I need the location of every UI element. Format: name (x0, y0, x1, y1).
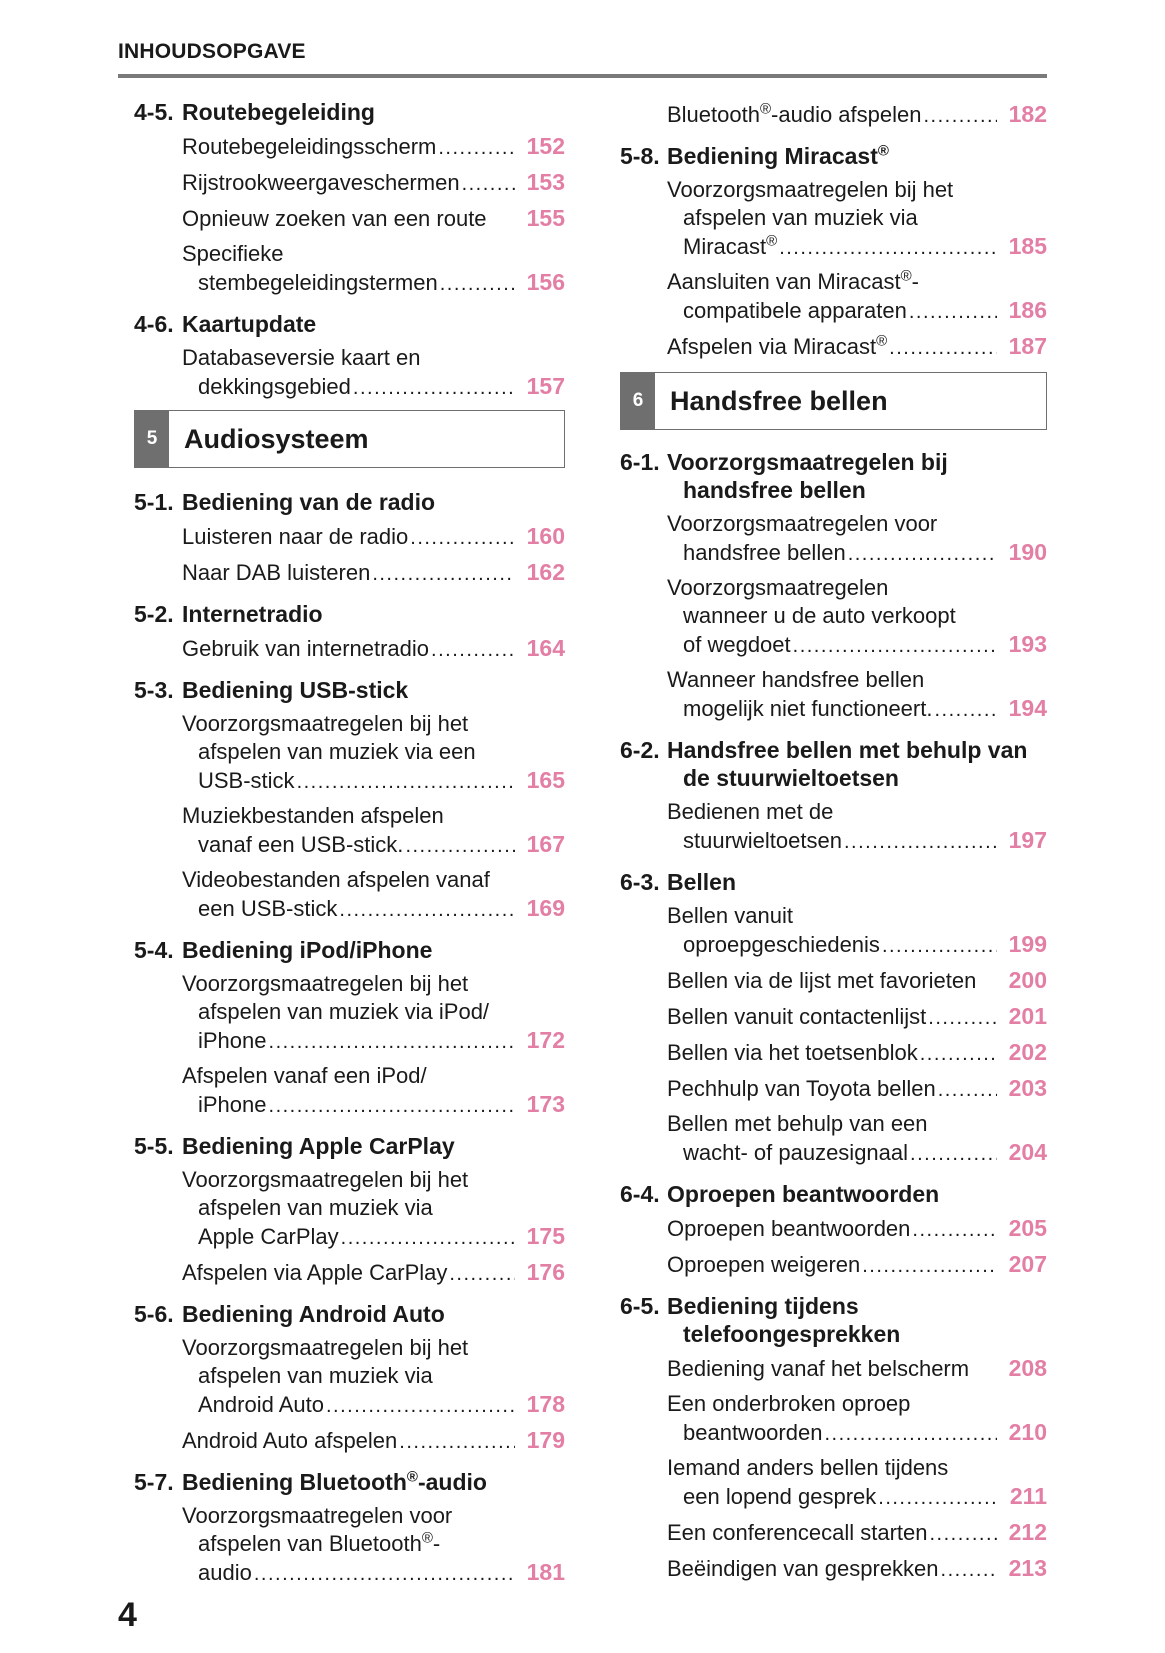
section-title (667, 142, 1047, 170)
section-title: Bediening Android Auto (182, 1301, 445, 1327)
section-number: 4-6. (134, 311, 174, 337)
toc-entry[interactable] (620, 1454, 1047, 1512)
toc-section-heading[interactable] (620, 736, 1047, 792)
section-title-part: telefoongesprekken (683, 1321, 901, 1347)
page-link[interactable]: 162 (526, 559, 565, 585)
entry-text-part: Bluetooth (667, 102, 760, 127)
leader-dots (793, 632, 997, 660)
toc-section-heading[interactable] (620, 1292, 1047, 1348)
entry-text: Gebruik van internetradio (182, 636, 430, 661)
section-number: 6-1. (620, 449, 660, 475)
entry-text: Afspelen vanaf een iPod/ (182, 1063, 427, 1088)
toc-entry[interactable] (620, 100, 1047, 130)
section-number: 6-3. (620, 869, 660, 895)
entry-text: een lopend gesprek (683, 1484, 877, 1509)
entry-text: Videobestanden afspelen vanaf (182, 867, 490, 892)
section-title: Internetradio (182, 601, 323, 627)
section-title-part: Voorzorgsmaatregelen bij (667, 449, 948, 475)
toc-entry[interactable] (134, 1502, 565, 1588)
entry-text: Muziekbestanden afspelen (182, 803, 444, 828)
leader-dots (923, 102, 997, 130)
section-number: 5-6. (134, 1301, 174, 1327)
toc-entry[interactable] (134, 866, 565, 924)
page-link[interactable]: 182 (1008, 101, 1047, 127)
entry-text-part: - (911, 269, 919, 294)
page-link[interactable]: 175 (526, 1223, 565, 1249)
toc-entry[interactable] (620, 1250, 1047, 1280)
entry-text: Rijstrookweergaveschermen (182, 170, 460, 195)
toc-section-heading[interactable] (134, 600, 565, 628)
toc-section-heading[interactable] (620, 868, 1047, 896)
toc-section-heading[interactable] (134, 98, 565, 126)
section-number: 5-4. (134, 937, 174, 963)
entry-text-part: - (432, 1531, 441, 1556)
entry-text: Oproepen weigeren (667, 1252, 861, 1277)
toc-section-heading[interactable] (134, 1468, 565, 1496)
leader-dots (399, 1428, 515, 1456)
entry-text: beantwoorden (683, 1420, 823, 1445)
entry-text: Wanneer handsfree bellen (667, 667, 925, 692)
toc-entry[interactable] (620, 1074, 1047, 1104)
toc-entry[interactable] (134, 1426, 565, 1456)
leader-dots (934, 696, 997, 724)
toc-entry[interactable] (134, 522, 565, 552)
chapter-heading[interactable] (620, 372, 1047, 430)
entry-text: Voorzorgsmaatregelen bij het (182, 1167, 469, 1192)
section-number: 6-4. (620, 1181, 660, 1207)
entry-text-part: afspelen van Bluetooth (198, 1531, 422, 1556)
page-link[interactable]: 165 (526, 767, 565, 793)
toc-section-heading[interactable] (134, 310, 565, 338)
page-number: 4 (118, 1596, 137, 1634)
page-link[interactable]: 194 (1008, 695, 1047, 721)
page-link[interactable]: 176 (526, 1259, 565, 1285)
entry-text: Naar DAB luisteren (182, 560, 371, 585)
toc-section-heading[interactable] (134, 488, 565, 516)
entry-text: Luisteren naar de radio (182, 524, 409, 549)
page-link[interactable]: 193 (1008, 631, 1047, 657)
leader-dots (941, 1556, 997, 1584)
entry-text: Een onderbroken oproep (667, 1391, 911, 1416)
section-title: Bediening iPod/iPhone (182, 937, 433, 963)
entry-text: Bellen vanuit contactenlijst (667, 1004, 927, 1029)
toc-section-heading[interactable] (134, 936, 565, 964)
entry-text (182, 1530, 565, 1558)
section-title: Bellen (667, 869, 737, 895)
toc-entry[interactable] (134, 204, 565, 234)
section-title-part: Bediening Bluetooth (182, 1469, 407, 1495)
page-link[interactable]: 172 (526, 1027, 565, 1053)
leader-dots (909, 298, 997, 326)
entry-text: of wegdoet (683, 632, 791, 657)
toc-entry[interactable] (134, 970, 565, 1056)
leader-dots (930, 1520, 998, 1548)
entry-text: stuurwieltoetsen (683, 828, 842, 853)
entry-text: Voorzorgsmaatregelen bij het (182, 971, 469, 996)
section-title: Bediening Apple CarPlay (182, 1133, 455, 1159)
page-link[interactable]: 178 (526, 1391, 565, 1417)
toc-entry[interactable] (620, 1038, 1047, 1068)
chapter-number: 5 (135, 411, 169, 467)
entry-text: Een conferencecall starten (667, 1520, 928, 1545)
page-link[interactable]: 201 (1008, 1003, 1047, 1029)
toc-entry[interactable] (620, 666, 1047, 724)
entry-text: wanneer u de auto verkoopt (683, 603, 956, 628)
entry-text: afspelen van muziek via (683, 205, 918, 230)
leader-dots (910, 1140, 997, 1168)
toc-entry[interactable] (134, 168, 565, 198)
entry-text: handsfree bellen (683, 540, 846, 565)
toc-entry[interactable] (134, 1258, 565, 1288)
toc-entry[interactable] (620, 1110, 1047, 1168)
toc-entry[interactable] (620, 902, 1047, 960)
page-link[interactable]: 167 (526, 831, 565, 857)
entry-text: Pechhulp van Toyota bellen (667, 1076, 936, 1101)
section-title-part: de stuurwieltoetsen (683, 765, 899, 791)
page-link[interactable]: 204 (1008, 1139, 1047, 1165)
toc-section-heading[interactable] (134, 1132, 565, 1160)
toc-entry[interactable] (620, 1390, 1047, 1448)
toc-entry[interactable] (134, 344, 565, 402)
entry-text: afspelen van muziek via (198, 1363, 433, 1388)
entry-text: Android Auto (198, 1392, 324, 1417)
entry-text-part: Miracast (683, 234, 767, 259)
toc-entry[interactable] (134, 710, 565, 796)
registered-mark: ® (876, 332, 888, 350)
leader-dots (889, 334, 997, 362)
leader-dots (912, 1216, 997, 1244)
leader-dots (462, 170, 515, 198)
section-title: Kaartupdate (182, 311, 317, 337)
entry-text: Bellen vanuit (667, 903, 793, 928)
entry-text: Voorzorgsmaatregelen voor (182, 1503, 453, 1528)
toc-section-heading[interactable] (620, 448, 1047, 504)
page-link[interactable]: 203 (1008, 1075, 1047, 1101)
entry-text (667, 268, 1047, 296)
section-number: 5-7. (134, 1469, 174, 1495)
toc-left-column (134, 98, 565, 1594)
toc-entry[interactable] (134, 558, 565, 588)
toc-entry[interactable] (134, 1166, 565, 1252)
entry-text: een USB-stick (198, 896, 338, 921)
page-link[interactable]: 164 (526, 635, 565, 661)
section-number: 5-1. (134, 489, 174, 515)
entry-text: Voorzorgsmaatregelen bij het (182, 1335, 469, 1360)
section-title-part: Bediening Miracast (667, 143, 878, 169)
entry-text: afspelen van muziek via (198, 1195, 433, 1220)
entry-text: mogelijk niet functioneert. (683, 696, 933, 721)
section-title-part: Handsfree bellen met behulp van (667, 737, 1028, 763)
toc-entry[interactable] (620, 510, 1047, 568)
page-header-title: INHOUDSOPGAVE (118, 40, 306, 63)
page-link[interactable]: 190 (1008, 539, 1047, 565)
entry-text-part: Afspelen via Miracast (667, 334, 877, 359)
entry-text: Bellen via de lijst met favorieten (667, 968, 977, 993)
toc-entry[interactable] (134, 1334, 565, 1420)
section-title-part: -audio (417, 1469, 487, 1495)
entry-text: Voorzorgsmaatregelen (667, 575, 889, 600)
entry-text: Iemand anders bellen tijdens (667, 1455, 949, 1480)
registered-mark: ® (406, 1468, 418, 1486)
leader-dots (449, 1260, 515, 1288)
page-link[interactable]: 156 (526, 269, 565, 295)
leader-dots (339, 896, 515, 924)
entry-text: dekkingsgebied (198, 374, 351, 399)
page-link[interactable]: 202 (1008, 1039, 1047, 1065)
toc-entry[interactable] (620, 1214, 1047, 1244)
section-title-part: handsfree bellen (683, 477, 866, 503)
section-number: 6-2. (620, 737, 660, 763)
section-number: 5-3. (134, 677, 174, 703)
entry-text: compatibele apparaten (683, 298, 907, 323)
registered-mark: ® (759, 100, 772, 118)
section-number: 5-8. (620, 143, 660, 169)
section-title (667, 1292, 1047, 1348)
section-number: 5-2. (134, 601, 174, 627)
page-link[interactable]: 199 (1008, 931, 1047, 957)
entry-text: Specifieke (182, 241, 284, 266)
entry-text: USB-stick (198, 768, 295, 793)
toc-entry[interactable] (620, 1002, 1047, 1032)
toc-entry[interactable] (134, 634, 565, 664)
leader-dots (824, 1420, 997, 1448)
entry-text: Oproepen beantwoorden (667, 1216, 911, 1241)
toc-entry[interactable] (620, 966, 1047, 996)
entry-text (667, 333, 887, 361)
leader-dots (882, 932, 997, 960)
leader-dots (405, 832, 515, 860)
page-link[interactable]: 173 (526, 1091, 565, 1117)
section-title (667, 448, 1047, 504)
page-link[interactable]: 205 (1008, 1215, 1047, 1241)
leader-dots (878, 1484, 997, 1512)
entry-text: Voorzorgsmaatregelen voor (667, 511, 938, 536)
page-link[interactable]: 187 (1008, 333, 1047, 359)
leader-dots (372, 560, 515, 588)
entry-text-part: -audio afspelen (771, 102, 922, 127)
section-title: Oproepen beantwoorden (667, 1181, 940, 1207)
registered-mark: ® (877, 142, 889, 160)
toc-entry[interactable] (620, 268, 1047, 326)
toc-entry[interactable] (620, 1518, 1047, 1548)
entry-text: Afspelen via Apple CarPlay (182, 1260, 448, 1285)
leader-dots (862, 1252, 997, 1280)
entry-text (683, 233, 777, 261)
toc-section-heading[interactable] (620, 142, 1047, 170)
toc-entry[interactable] (620, 1354, 1047, 1384)
toc-entry[interactable] (620, 798, 1047, 856)
toc-entry[interactable] (620, 332, 1047, 362)
leader-dots (920, 1040, 997, 1068)
toc-entry[interactable] (134, 802, 565, 860)
toc-entry[interactable] (134, 132, 565, 162)
leader-dots (410, 524, 515, 552)
page-link[interactable]: 160 (526, 523, 565, 549)
leader-dots (269, 1028, 515, 1056)
entry-text-part: Aansluiten van Miracast (667, 269, 901, 294)
entry-text (667, 101, 921, 129)
page-link[interactable]: 207 (1008, 1251, 1047, 1277)
section-number: 4-5. (134, 99, 174, 125)
leader-dots (269, 1092, 515, 1120)
section-number: 6-5. (620, 1293, 660, 1319)
page-link[interactable]: 179 (526, 1427, 565, 1453)
page-link[interactable]: 181 (526, 1559, 565, 1585)
leader-dots (844, 828, 997, 856)
section-title: Bediening USB-stick (182, 677, 409, 703)
entry-text: Android Auto afspelen (182, 1428, 398, 1453)
toc-right-column (620, 98, 1047, 1590)
leader-dots (254, 1560, 515, 1588)
section-title: Routebegeleiding (182, 99, 375, 125)
entry-text: vanaf een USB-stick. (198, 832, 404, 857)
page-link[interactable]: 169 (526, 895, 565, 921)
leader-dots (431, 636, 515, 664)
entry-text: wacht- of pauzesignaal (683, 1140, 909, 1165)
page-link[interactable]: 211 (1009, 1483, 1047, 1509)
toc-section-heading[interactable] (134, 676, 565, 704)
entry-text: Bediening vanaf het belscherm (667, 1356, 970, 1381)
page-link[interactable]: 208 (1008, 1355, 1047, 1381)
entry-text: audio (198, 1560, 252, 1585)
page-link[interactable]: 152 (526, 133, 565, 159)
entry-text: iPhone (198, 1092, 267, 1117)
leader-dots (938, 1076, 997, 1104)
entry-text: Bedienen met de (667, 799, 834, 824)
entry-text: iPhone (198, 1028, 267, 1053)
registered-mark: ® (421, 1529, 433, 1547)
section-title (667, 736, 1047, 792)
toc-section-heading[interactable] (134, 1300, 565, 1328)
chapter-heading[interactable] (134, 410, 565, 468)
entry-text: Bellen met behulp van een (667, 1111, 928, 1136)
section-title-part: Bediening tijdens (667, 1293, 859, 1319)
leader-dots (440, 270, 515, 298)
toc-section-heading[interactable] (620, 1180, 1047, 1208)
toc-entry[interactable] (134, 1062, 565, 1120)
entry-text: Routebegeleidingsscherm (182, 134, 437, 159)
page-link[interactable]: 153 (526, 169, 565, 195)
leader-dots (848, 540, 997, 568)
leader-dots (779, 234, 997, 262)
toc-entry[interactable] (134, 240, 565, 298)
entry-text: Voorzorgsmaatregelen bij het (182, 711, 469, 736)
page-link[interactable]: 210 (1008, 1419, 1047, 1445)
registered-mark: ® (900, 267, 912, 285)
page-link[interactable]: 157 (526, 373, 565, 399)
leader-dots (326, 1392, 515, 1420)
page-link[interactable]: 200 (1008, 967, 1047, 993)
chapter-number: 6 (621, 373, 655, 429)
section-title (182, 1468, 565, 1496)
entry-text: afspelen van muziek via iPod/ (198, 999, 490, 1024)
leader-dots (438, 134, 515, 162)
toc-entry[interactable] (620, 574, 1047, 660)
registered-mark: ® (766, 232, 778, 250)
toc-entry[interactable] (620, 176, 1047, 262)
page-link[interactable]: 197 (1008, 827, 1047, 853)
toc-entry[interactable] (620, 1554, 1047, 1584)
entry-text: Apple CarPlay (198, 1224, 339, 1249)
page-link[interactable]: 185 (1008, 233, 1047, 259)
entry-text: Voorzorgsmaatregelen bij het (667, 177, 954, 202)
entry-text: afspelen van muziek via een (198, 739, 476, 764)
page-link[interactable]: 186 (1008, 297, 1047, 323)
chapter-title: Audiosysteem (184, 423, 369, 454)
leader-dots (353, 374, 515, 402)
page-link[interactable]: 213 (1008, 1555, 1047, 1581)
entry-text: Bellen via het toetsenblok (667, 1040, 918, 1065)
header-divider (118, 74, 1047, 78)
leader-dots (341, 1224, 515, 1252)
section-title: Bediening van de radio (182, 489, 436, 515)
page-link[interactable]: 212 (1008, 1519, 1047, 1545)
section-number: 5-5. (134, 1133, 174, 1159)
leader-dots (928, 1004, 997, 1032)
entry-text: oproepgeschiedenis (683, 932, 880, 957)
entry-text: Databaseversie kaart en (182, 345, 421, 370)
chapter-title: Handsfree bellen (670, 385, 888, 416)
leader-dots (297, 768, 515, 796)
entry-text: Beëindigen van gesprekken (667, 1556, 939, 1581)
page-link[interactable]: 155 (526, 205, 565, 231)
entry-text: Opnieuw zoeken van een route (182, 206, 487, 231)
entry-text: stembegeleidingstermen (198, 270, 438, 295)
